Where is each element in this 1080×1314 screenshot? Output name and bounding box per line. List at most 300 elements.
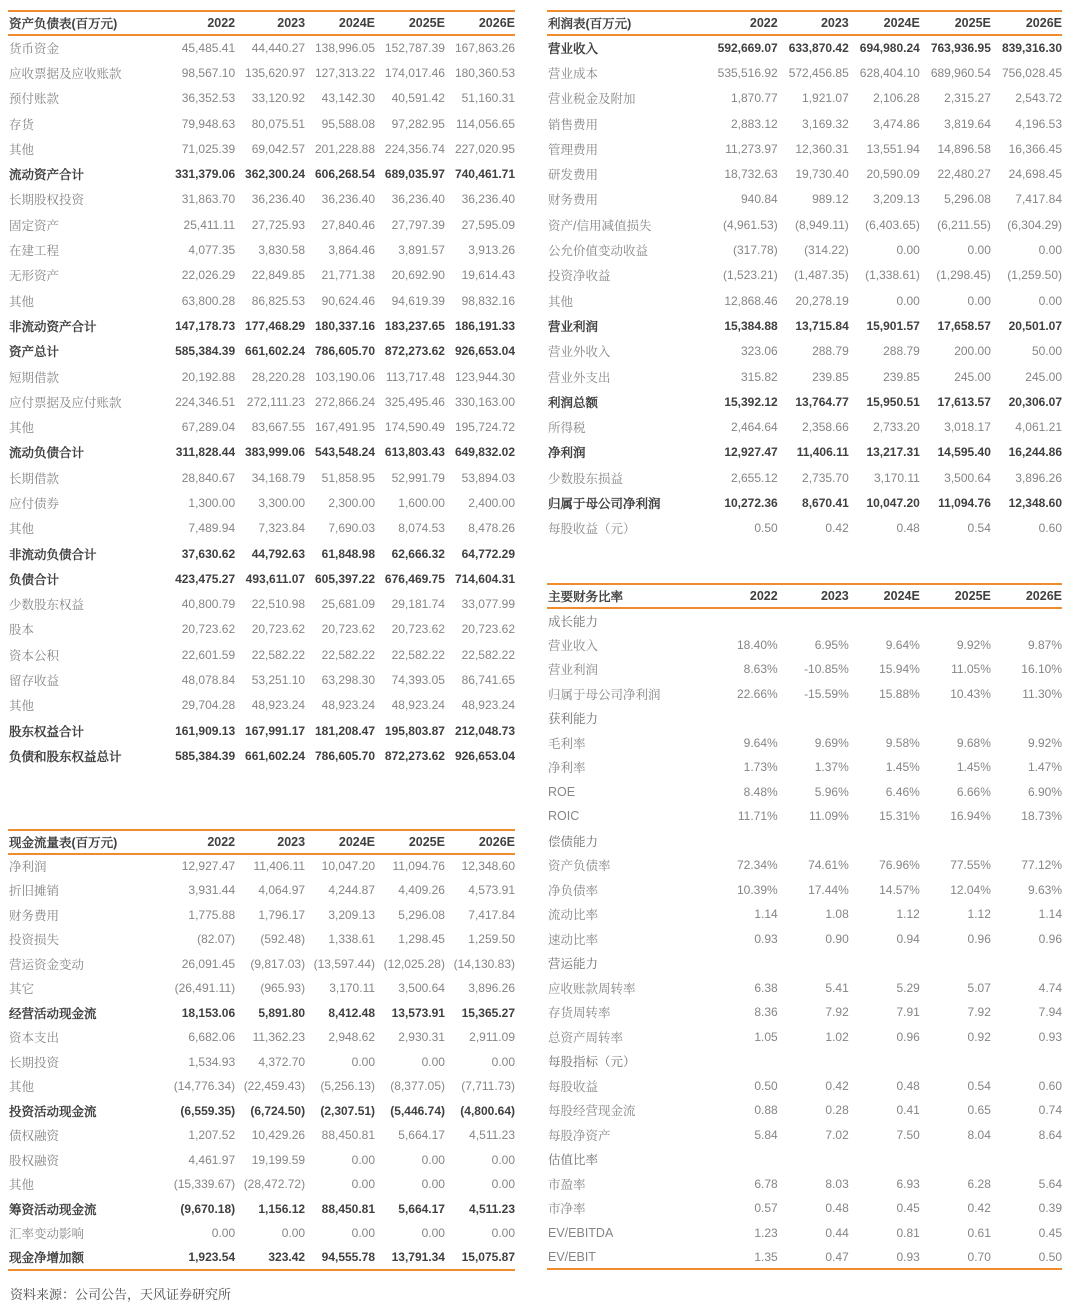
row-value: 37,630.62 bbox=[181, 546, 236, 561]
row-value: 201,228.88 bbox=[314, 141, 376, 156]
row-value: 3,896.26 bbox=[468, 981, 515, 996]
table-row bbox=[547, 1220, 1062, 1245]
row-value: 649,832.02 bbox=[454, 445, 515, 460]
row-value: (14,776.34) bbox=[173, 1079, 236, 1094]
row-value: 926,653.04 bbox=[454, 748, 515, 763]
row-label: 销售费用 bbox=[548, 117, 599, 132]
row-value: 2,315.27 bbox=[944, 91, 991, 106]
row-value: 10,272.36 bbox=[724, 495, 778, 510]
row-value: 1.23 bbox=[754, 1225, 778, 1240]
row-value bbox=[920, 706, 991, 731]
row-value: 1,338.61 bbox=[328, 932, 376, 947]
row-value: 3,018.17 bbox=[944, 420, 991, 435]
row-value: 5,664.17 bbox=[398, 1128, 445, 1143]
table-title: 主要财务比率 bbox=[548, 589, 624, 604]
table-row bbox=[547, 414, 1062, 439]
row-value: 0.41 bbox=[896, 1103, 920, 1118]
row-value bbox=[778, 951, 849, 976]
row-value: 22,510.98 bbox=[251, 597, 306, 612]
row-value: 0.39 bbox=[1038, 1201, 1062, 1216]
section-row bbox=[547, 828, 1062, 853]
row-value: 25,411.11 bbox=[183, 217, 236, 232]
row-value: 6.78 bbox=[754, 1176, 778, 1191]
row-value: 77.12% bbox=[1021, 858, 1062, 873]
row-label: 流动资产合计 bbox=[9, 168, 85, 183]
table-row bbox=[8, 263, 515, 288]
row-value: 10,047.20 bbox=[321, 859, 376, 874]
row-value: 95,588.08 bbox=[321, 116, 376, 131]
row-value: 28,840.67 bbox=[181, 470, 236, 485]
row-value: 0.61 bbox=[967, 1225, 991, 1240]
row-value: 11.05% bbox=[951, 662, 991, 677]
row-value: 11.09% bbox=[808, 809, 849, 824]
row-value: 53,894.03 bbox=[461, 470, 515, 485]
row-value bbox=[707, 608, 778, 633]
row-value: 3,896.26 bbox=[1015, 470, 1062, 485]
row-value: 15,075.87 bbox=[461, 1250, 515, 1265]
table-row bbox=[8, 1074, 515, 1099]
row-value bbox=[920, 1049, 991, 1074]
table-row bbox=[8, 339, 515, 364]
row-value: 423,475.27 bbox=[175, 571, 236, 586]
row-value: 3,474.86 bbox=[873, 116, 920, 131]
row-value: 174,590.49 bbox=[384, 420, 445, 435]
row-value: 195,724.72 bbox=[454, 420, 515, 435]
row-value: 2,930.31 bbox=[398, 1030, 445, 1045]
row-value: 51,160.31 bbox=[461, 91, 515, 106]
row-label: 总资产周转率 bbox=[548, 1030, 624, 1045]
row-value: 323.42 bbox=[268, 1250, 306, 1265]
row-value: 20,723.62 bbox=[391, 622, 445, 637]
row-value: 3,864.46 bbox=[328, 243, 376, 258]
table-row bbox=[547, 339, 1062, 364]
row-value: 786,605.70 bbox=[314, 748, 376, 763]
row-label: 营业成本 bbox=[548, 66, 599, 81]
row-label: 每股收益（元） bbox=[548, 522, 636, 537]
row-value: 1,600.00 bbox=[398, 495, 445, 510]
year-header: 2024E bbox=[338, 834, 376, 849]
row-value bbox=[991, 828, 1062, 853]
row-value: 288.79 bbox=[812, 344, 849, 359]
row-value: 1.47% bbox=[1027, 760, 1062, 775]
row-value: 13,217.31 bbox=[866, 445, 920, 460]
row-value: 1.73% bbox=[743, 760, 778, 775]
table-row bbox=[8, 1172, 515, 1197]
row-value: 493,611.07 bbox=[245, 571, 306, 586]
row-value: 676,469.75 bbox=[384, 571, 445, 586]
row-label: 投资活动现金流 bbox=[9, 1104, 97, 1119]
row-value: 6.66% bbox=[956, 784, 991, 799]
row-value: 2,948.62 bbox=[328, 1030, 376, 1045]
row-label: 应收账款周转率 bbox=[548, 981, 636, 996]
table-row bbox=[8, 111, 515, 136]
row-value bbox=[920, 608, 991, 633]
table-row bbox=[8, 35, 515, 60]
row-label: 其他 bbox=[9, 522, 35, 537]
row-label: 营业税金及附加 bbox=[548, 92, 636, 107]
row-label: 折旧摊销 bbox=[9, 884, 60, 899]
row-value: 20,723.62 bbox=[251, 622, 306, 637]
row-value: 48,078.84 bbox=[181, 673, 236, 688]
row-value: 989.12 bbox=[812, 192, 849, 207]
row-label: 净利率 bbox=[548, 761, 586, 776]
row-label: 净利润 bbox=[548, 446, 586, 461]
row-value: 8.04 bbox=[967, 1127, 991, 1142]
table-header-row bbox=[8, 11, 515, 35]
row-value: 383,999.06 bbox=[245, 445, 306, 460]
row-value: 138,996.05 bbox=[314, 41, 376, 56]
row-value: 245.00 bbox=[1025, 369, 1062, 384]
table-row bbox=[547, 490, 1062, 515]
row-value: 44,792.63 bbox=[251, 546, 306, 561]
row-value: 11,094.76 bbox=[392, 859, 445, 874]
row-value: 1.45% bbox=[885, 760, 920, 775]
row-label: 无形资产 bbox=[9, 269, 60, 284]
table-row bbox=[547, 1122, 1062, 1147]
row-label: 每股收益 bbox=[548, 1079, 599, 1094]
row-value: 0.60 bbox=[1038, 1078, 1062, 1093]
row-value: 323.06 bbox=[741, 344, 778, 359]
row-value: 10,047.20 bbox=[866, 495, 920, 510]
row-value: 245.00 bbox=[954, 369, 991, 384]
row-value: 7.92 bbox=[825, 1005, 849, 1020]
row-value: 1.12 bbox=[967, 907, 991, 922]
row-label: ROE bbox=[548, 784, 576, 799]
row-value: 0.90 bbox=[825, 931, 849, 946]
row-value: 48,923.24 bbox=[461, 698, 515, 713]
row-value: 763,936.95 bbox=[930, 41, 991, 56]
row-value bbox=[920, 951, 991, 976]
row-value: 0.00 bbox=[491, 1177, 515, 1192]
row-label: 每股经营现金流 bbox=[548, 1104, 636, 1119]
row-value bbox=[778, 706, 849, 731]
row-value: 0.50 bbox=[754, 1078, 778, 1093]
row-value: 86,825.53 bbox=[251, 293, 306, 308]
row-value: 181,208.47 bbox=[314, 723, 376, 738]
row-value: 180,360.53 bbox=[454, 65, 515, 80]
table-row bbox=[8, 1123, 515, 1148]
row-value: (1,259.50) bbox=[1007, 268, 1062, 283]
row-value: (12,025.28) bbox=[383, 956, 445, 971]
row-value: (6,304.29) bbox=[1007, 217, 1062, 232]
row-value: 8.03 bbox=[825, 1176, 849, 1191]
row-value: 19,614.43 bbox=[461, 268, 515, 283]
row-value: 22,582.22 bbox=[321, 647, 376, 662]
row-value bbox=[707, 1147, 778, 1172]
table-row bbox=[547, 632, 1062, 657]
row-value: (965.93) bbox=[260, 981, 306, 996]
row-value: (6,211.55) bbox=[937, 217, 991, 232]
row-value: 4,061.21 bbox=[1015, 420, 1062, 435]
table-row bbox=[547, 877, 1062, 902]
row-label: 应付票据及应付账款 bbox=[9, 395, 122, 410]
row-value: 22,582.22 bbox=[251, 647, 306, 662]
row-label: 投资损失 bbox=[9, 933, 60, 948]
table-row bbox=[547, 1000, 1062, 1025]
table-row bbox=[8, 1221, 515, 1246]
row-value: 3,170.11 bbox=[874, 470, 920, 485]
row-label: 应付债券 bbox=[9, 496, 60, 511]
row-value: 0.48 bbox=[896, 1078, 920, 1093]
table-title: 利润表(百万元) bbox=[548, 17, 632, 31]
row-label: 营业利润 bbox=[548, 663, 599, 678]
row-label: 资本支出 bbox=[9, 1031, 60, 1046]
table-row bbox=[547, 804, 1062, 829]
row-value: 3,500.64 bbox=[398, 981, 445, 996]
row-value: -15.59% bbox=[804, 686, 849, 701]
row-value: 22,480.27 bbox=[937, 167, 991, 182]
row-value: (314.22) bbox=[804, 243, 849, 258]
row-label: EV/EBITDA bbox=[548, 1225, 614, 1240]
row-value: 0.00 bbox=[1038, 293, 1062, 308]
row-value: 3,209.13 bbox=[873, 192, 920, 207]
row-value bbox=[849, 1147, 920, 1172]
row-value: 3,819.64 bbox=[944, 116, 991, 131]
row-value: 5.07 bbox=[967, 980, 991, 995]
row-value: 224,346.51 bbox=[175, 394, 236, 409]
row-label: 现金净增加额 bbox=[9, 1251, 85, 1266]
row-value: 0.00 bbox=[896, 293, 920, 308]
row-value: 18.73% bbox=[1021, 809, 1062, 824]
row-value bbox=[849, 706, 920, 731]
year-header: 2025E bbox=[408, 834, 445, 849]
row-value: 33,120.92 bbox=[251, 91, 306, 106]
row-value: 27,725.93 bbox=[251, 217, 306, 232]
table-header-row bbox=[547, 11, 1062, 35]
row-value: 0.50 bbox=[754, 521, 778, 536]
row-label: ROIC bbox=[548, 809, 580, 824]
row-value: 1,259.50 bbox=[468, 932, 515, 947]
row-value: 15,950.51 bbox=[866, 394, 920, 409]
row-value: 0.00 bbox=[491, 1226, 515, 1241]
row-value: 872,273.62 bbox=[384, 344, 445, 359]
row-value: 83,667.55 bbox=[251, 420, 306, 435]
row-value: 872,273.62 bbox=[384, 748, 445, 763]
year-header: 2023 bbox=[820, 16, 849, 30]
row-label: 负债合计 bbox=[9, 572, 60, 587]
row-label: 资本公积 bbox=[9, 648, 60, 663]
row-value: 13,791.34 bbox=[391, 1250, 445, 1265]
row-value: (8,377.05) bbox=[390, 1079, 445, 1094]
table-title: 现金流量表(百万元) bbox=[9, 835, 118, 850]
row-value bbox=[991, 1049, 1062, 1074]
row-value: 36,236.40 bbox=[461, 192, 515, 207]
table-row bbox=[8, 516, 515, 541]
row-value: 22,582.22 bbox=[461, 647, 515, 662]
row-value: 69,042.57 bbox=[251, 141, 306, 156]
row-value: 15,384.88 bbox=[724, 318, 778, 333]
table-row bbox=[547, 730, 1062, 755]
row-value: 5.96% bbox=[814, 784, 849, 799]
row-value: 2,464.64 bbox=[730, 420, 778, 435]
row-label: 净负债率 bbox=[548, 883, 599, 898]
row-value: 628,404.10 bbox=[859, 65, 920, 80]
table-title: 资产负债表(百万元) bbox=[9, 17, 118, 31]
table-row bbox=[8, 389, 515, 414]
row-label: 偿债能力 bbox=[548, 834, 599, 849]
row-label: 利润总额 bbox=[548, 395, 599, 410]
row-value: 7.02 bbox=[825, 1127, 849, 1142]
row-value: (22,459.43) bbox=[243, 1079, 306, 1094]
row-value: 11,406.11 bbox=[796, 445, 849, 460]
row-label: 市盈率 bbox=[548, 1177, 586, 1192]
row-value: 288.79 bbox=[883, 344, 920, 359]
row-value: 11,273.97 bbox=[725, 141, 778, 156]
row-value: 12,348.60 bbox=[1008, 495, 1062, 510]
row-value: 239.85 bbox=[883, 369, 920, 384]
table-row bbox=[8, 1246, 515, 1271]
row-value: 2,400.00 bbox=[468, 495, 515, 510]
row-label: 研发费用 bbox=[548, 168, 599, 183]
row-value bbox=[991, 1147, 1062, 1172]
row-value: 585,384.39 bbox=[175, 748, 236, 763]
table-row bbox=[8, 903, 515, 928]
table-row bbox=[8, 718, 515, 743]
table-row bbox=[547, 516, 1062, 541]
row-value: 48,923.24 bbox=[251, 698, 306, 713]
row-value: 2,358.66 bbox=[802, 420, 849, 435]
year-header: 2023 bbox=[277, 834, 306, 849]
row-value: 16,366.45 bbox=[1008, 141, 1062, 156]
row-label: 少数股东权益 bbox=[9, 598, 85, 613]
year-header: 2023 bbox=[277, 16, 306, 30]
row-label: 短期借款 bbox=[9, 370, 60, 385]
row-value: 15.94% bbox=[879, 662, 920, 677]
row-value: 152,787.39 bbox=[384, 41, 445, 56]
row-value: 0.60 bbox=[1038, 521, 1062, 536]
table-row bbox=[8, 161, 515, 186]
row-value: 22.66% bbox=[737, 686, 778, 701]
row-label: 留存收益 bbox=[9, 674, 60, 689]
row-value: 67,289.04 bbox=[181, 420, 236, 435]
table-row bbox=[547, 161, 1062, 186]
row-value: 51,858.95 bbox=[321, 470, 376, 485]
row-value: (4,961.53) bbox=[723, 217, 778, 232]
row-value: 27,595.09 bbox=[461, 217, 515, 232]
row-value: 11,094.76 bbox=[938, 495, 991, 510]
row-value: 15,392.12 bbox=[724, 394, 778, 409]
row-value: 311,828.44 bbox=[175, 445, 236, 460]
table-row bbox=[8, 414, 515, 439]
year-header: 2026E bbox=[478, 16, 515, 30]
row-value: 27,840.46 bbox=[321, 217, 376, 232]
row-value: 7.91 bbox=[896, 1005, 920, 1020]
row-value: 1.35 bbox=[754, 1249, 778, 1264]
row-label: 其他 bbox=[548, 294, 574, 309]
row-value: 9.92% bbox=[1027, 735, 1062, 750]
row-label: 营业收入 bbox=[548, 42, 599, 57]
row-label: 其他 bbox=[9, 421, 35, 436]
row-value: 11,406.11 bbox=[253, 859, 306, 874]
table-row bbox=[8, 667, 515, 692]
row-value: 22,601.59 bbox=[181, 647, 236, 662]
cash-flow-table bbox=[8, 829, 515, 1272]
row-value: 29,181.74 bbox=[391, 597, 445, 612]
row-label: 货币资金 bbox=[9, 42, 60, 57]
table-row bbox=[547, 1098, 1062, 1123]
row-value: (1,338.61) bbox=[865, 268, 920, 283]
row-label: 股权融资 bbox=[9, 1153, 60, 1168]
row-value: 53,251.10 bbox=[251, 673, 306, 688]
row-value: 20,590.09 bbox=[866, 167, 920, 182]
row-value: 661,602.24 bbox=[245, 344, 306, 359]
row-value: 6.38 bbox=[754, 980, 778, 995]
row-value: 19,730.40 bbox=[795, 167, 849, 182]
table-row bbox=[547, 1171, 1062, 1196]
table-row bbox=[8, 1197, 515, 1222]
year-header: 2025E bbox=[954, 16, 991, 30]
row-value: (6,403.65) bbox=[865, 217, 920, 232]
row-value: 0.00 bbox=[491, 1054, 515, 1069]
row-value: 167,491.95 bbox=[314, 420, 376, 435]
row-value: 79,948.63 bbox=[181, 116, 236, 131]
row-value bbox=[991, 951, 1062, 976]
row-value: 127,313.22 bbox=[314, 65, 376, 80]
section-row bbox=[547, 951, 1062, 976]
row-value: 9.63% bbox=[1027, 882, 1062, 897]
row-value: 3,170.11 bbox=[329, 981, 376, 996]
row-value: 592,669.07 bbox=[717, 41, 778, 56]
row-value: 22,026.29 bbox=[181, 268, 236, 283]
row-value: 12,348.60 bbox=[461, 859, 515, 874]
row-value: (4,800.64) bbox=[460, 1103, 515, 1118]
row-value: 3,830.58 bbox=[258, 243, 306, 258]
row-value: 0.00 bbox=[421, 1054, 445, 1069]
table-row bbox=[547, 902, 1062, 927]
row-value: 0.94 bbox=[896, 931, 920, 946]
row-value: 22,849.85 bbox=[251, 268, 306, 283]
row-label: 负债和股东权益总计 bbox=[9, 749, 122, 764]
year-header: 2022 bbox=[207, 834, 236, 849]
row-label: 流动比率 bbox=[548, 908, 599, 923]
row-value bbox=[707, 1049, 778, 1074]
row-value: 20,723.62 bbox=[461, 622, 515, 637]
row-value: 1.14 bbox=[754, 907, 778, 922]
table-row bbox=[8, 440, 515, 465]
row-value: 114,056.65 bbox=[455, 116, 515, 131]
row-value: 1,534.93 bbox=[188, 1054, 236, 1069]
row-value: 8.64 bbox=[1038, 1127, 1062, 1142]
row-value: 4,196.53 bbox=[1015, 116, 1062, 131]
table-row bbox=[8, 854, 515, 879]
row-value bbox=[778, 828, 849, 853]
row-value bbox=[707, 706, 778, 731]
row-value: 94,555.78 bbox=[321, 1250, 376, 1265]
row-value: 1.05 bbox=[754, 1029, 778, 1044]
table-row bbox=[8, 60, 515, 85]
row-value: 1.02 bbox=[825, 1029, 849, 1044]
row-value: 605,397.22 bbox=[314, 571, 376, 586]
key-ratios-table bbox=[547, 583, 1062, 1271]
row-value: 0.00 bbox=[896, 243, 920, 258]
table-row bbox=[547, 440, 1062, 465]
table-row bbox=[547, 263, 1062, 288]
row-label: 资产负债率 bbox=[548, 859, 611, 874]
table-row bbox=[547, 313, 1062, 338]
row-value: 661,602.24 bbox=[245, 748, 306, 763]
row-value bbox=[849, 608, 920, 633]
row-value: 9.69% bbox=[814, 735, 849, 750]
row-value: 25,681.09 bbox=[321, 597, 376, 612]
row-label: 投资净收益 bbox=[548, 269, 611, 284]
row-label: 在建工程 bbox=[9, 244, 60, 259]
row-label: 市净率 bbox=[548, 1202, 586, 1217]
row-value: (9,670.18) bbox=[180, 1201, 236, 1216]
row-label: 非流动资产合计 bbox=[9, 319, 97, 334]
row-value: 13,764.77 bbox=[795, 394, 849, 409]
row-value bbox=[778, 1147, 849, 1172]
row-value: 5.29 bbox=[896, 980, 920, 995]
